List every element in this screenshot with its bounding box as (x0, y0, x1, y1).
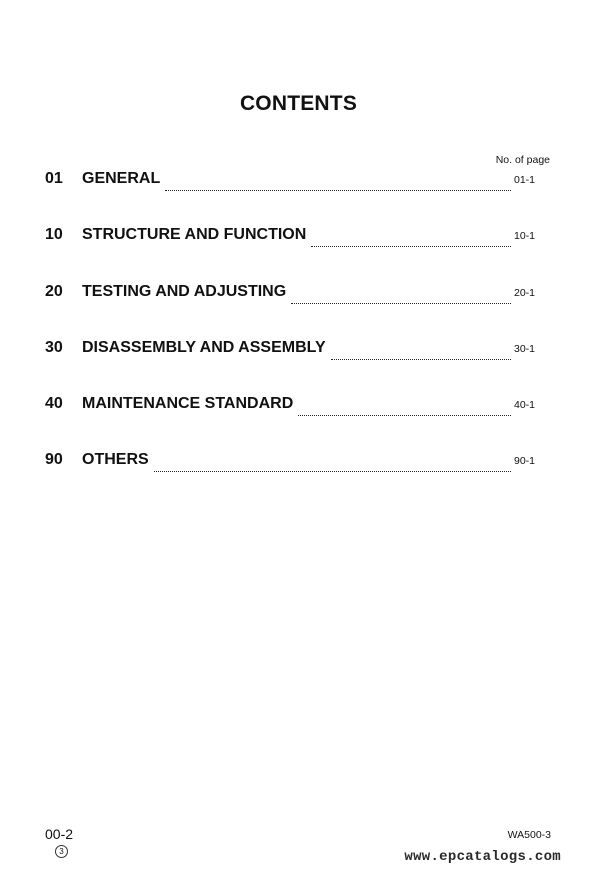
toc-entry-structure-and-function[interactable] (45, 226, 535, 250)
toc-section-number: 30 (45, 339, 63, 356)
toc-section-title: DISASSEMBLY AND ASSEMBLY (82, 339, 326, 356)
toc-section-title: TESTING AND ADJUSTING (82, 283, 287, 300)
toc-dot-leader (311, 245, 511, 247)
toc-section-number: 20 (45, 283, 63, 300)
footer-page-number: 00-2 (45, 826, 74, 842)
toc-section-title: GENERAL (82, 170, 161, 187)
toc-page-number: 40-1 (513, 399, 535, 411)
toc-dot-leader (298, 414, 511, 416)
toc-entry-others[interactable] (45, 451, 535, 475)
toc-dot-leader (165, 189, 511, 191)
toc-section-number: 01 (45, 170, 63, 187)
toc-page-number: 20-1 (513, 287, 535, 299)
toc-section-number: 40 (45, 395, 63, 412)
toc-entry-general[interactable] (45, 170, 535, 194)
toc-page-number: 30-1 (513, 343, 535, 355)
page-title: CONTENTS (239, 92, 358, 115)
revision-badge: 3 (55, 845, 68, 858)
toc-section-title: STRUCTURE AND FUNCTION (82, 226, 307, 243)
toc-section-number: 90 (45, 451, 63, 468)
toc-dot-leader (154, 470, 511, 472)
toc-page-number: 90-1 (513, 455, 535, 467)
toc-section-title: OTHERS (82, 451, 149, 468)
toc-dot-leader (291, 302, 511, 304)
toc-section-title: MAINTENANCE STANDARD (82, 395, 294, 412)
toc-page-number: 01-1 (513, 174, 535, 186)
toc-section-number: 10 (45, 226, 63, 243)
watermark: www.epcatalogs.com (404, 849, 561, 865)
toc-entry-testing-and-adjusting[interactable] (45, 283, 535, 307)
toc-dot-leader (331, 358, 511, 360)
toc-page-number: 10-1 (513, 230, 535, 242)
toc-entry-maintenance-standard[interactable] (45, 395, 535, 419)
column-header: No. of page (495, 154, 550, 166)
toc-entry-disassembly-and-assembly[interactable] (45, 339, 535, 363)
footer-model: WA500-3 (507, 829, 551, 841)
